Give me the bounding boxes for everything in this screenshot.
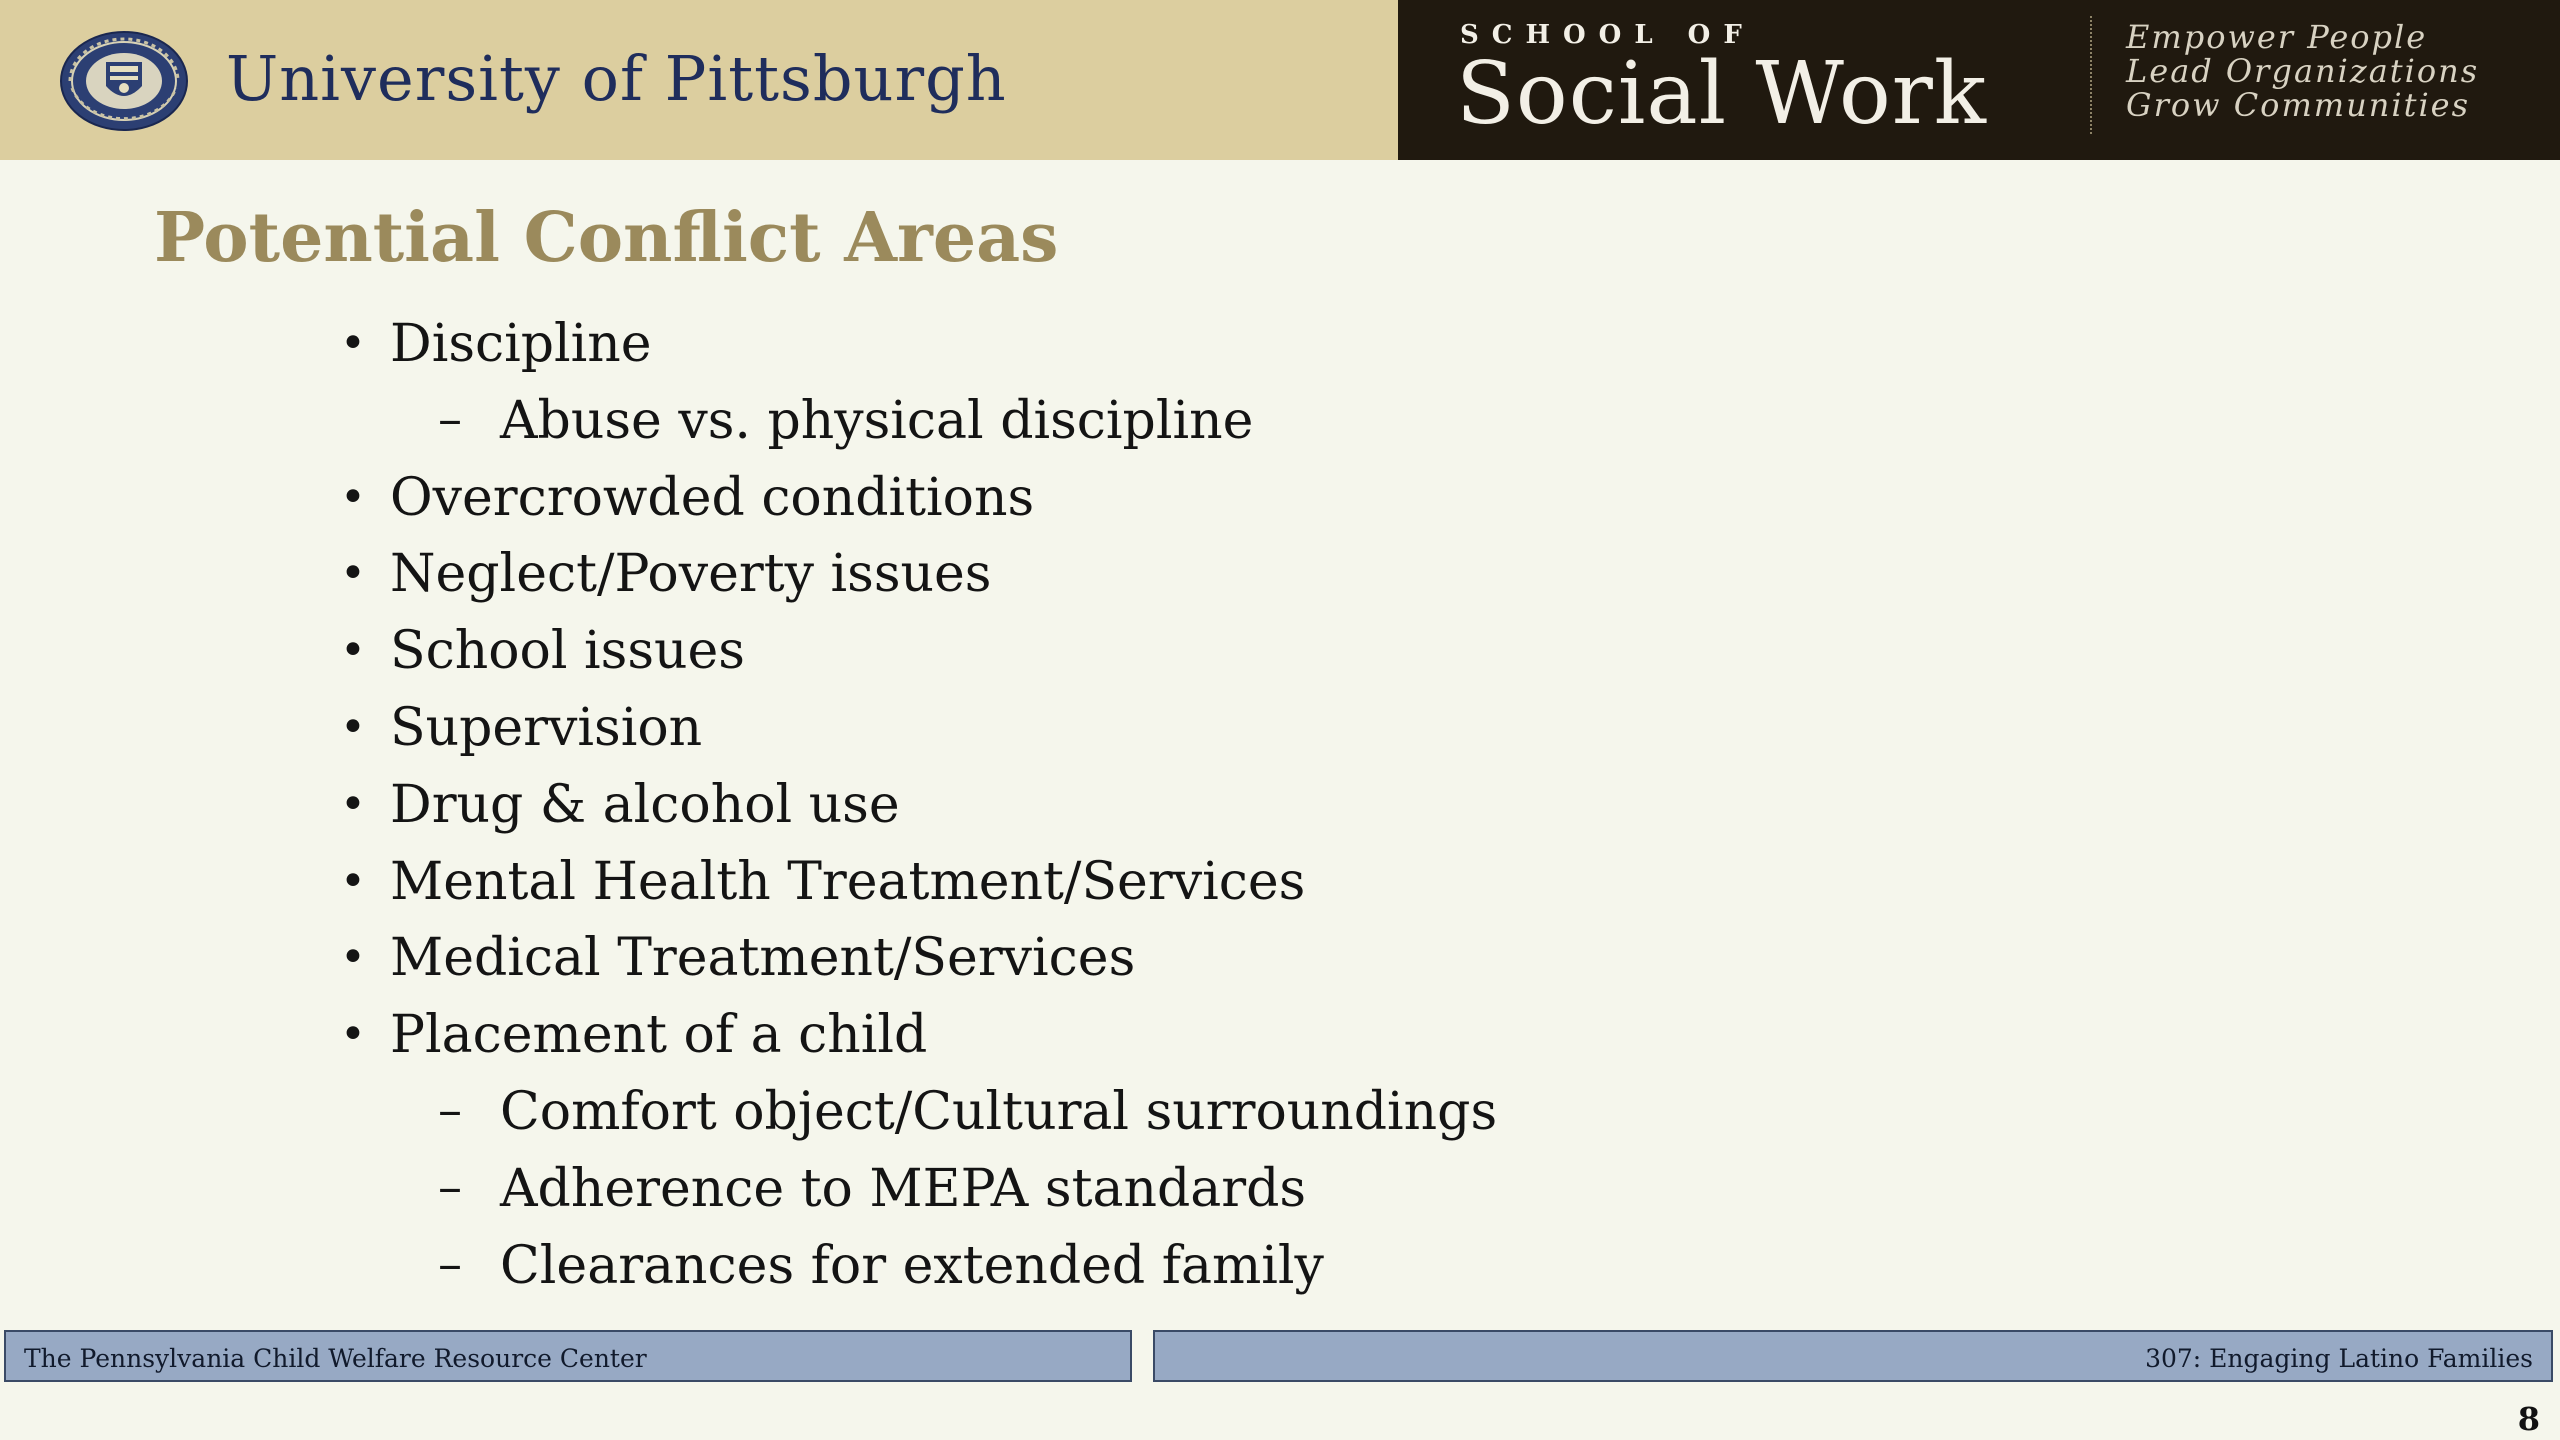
footer-course-title: 307: Engaging Latino Families [2145,1344,2533,1373]
slide-title: Potential Conflict Areas [154,198,1059,278]
bullet-marker: • [340,625,366,677]
list-item: Drug & alcohol use [390,774,900,835]
university-banner [0,0,1398,160]
tagline-line-2: Lead Organizations [2126,52,2480,90]
dash-marker: – [438,390,462,447]
dash-marker: – [438,1235,462,1292]
university-seal-icon [58,30,190,132]
list-item: School issues [390,621,745,682]
bullet-marker: • [340,855,366,907]
list-item: Mental Health Treatment/Services [390,851,1306,912]
bullet-marker: • [340,702,366,753]
list-item: Abuse vs. physical discipline [500,390,1254,451]
school-tagline [2126,20,2479,122]
dash-marker: – [438,1082,462,1138]
bullet-marker: • [340,548,366,600]
school-name: Social Work [1456,44,1988,144]
list-item: Discipline [390,314,652,374]
bullet-marker: • [340,318,366,369]
list-item: Adherence to MEPA standards [500,1158,1307,1219]
school-banner [1398,0,2560,160]
slide-header [0,0,2560,160]
tagline-line-1: Empower People [2126,18,2428,56]
list-item: Comfort object/Cultural surroundings [500,1082,1498,1142]
list-item: Neglect/Poverty issues [390,544,992,605]
dash-marker: – [438,1158,462,1215]
footer-right-bar [1153,1330,2553,1382]
bullet-marker: • [340,932,366,984]
bullet-marker: • [340,778,366,830]
list-item: Medical Treatment/Services [390,928,1136,989]
list-item: Clearances for extended family [500,1235,1324,1296]
bullet-marker: • [340,1009,366,1061]
tagline-line-3: Grow Communities [2126,86,2471,124]
school-of-label: SCHOOL OF [1460,20,1755,50]
list-item: Placement of a child [390,1005,928,1066]
bullet-marker: • [340,471,366,523]
footer-left-bar [4,1330,1132,1382]
list-item: Supervision [390,698,703,758]
header-divider [2090,16,2092,134]
footer-organization: The Pennsylvania Child Welfare Resource Center [24,1344,647,1373]
list-item: Overcrowded conditions [390,467,1035,528]
university-name: University of Pittsburgh [226,42,1007,115]
page-number: 8 [2517,1400,2540,1438]
